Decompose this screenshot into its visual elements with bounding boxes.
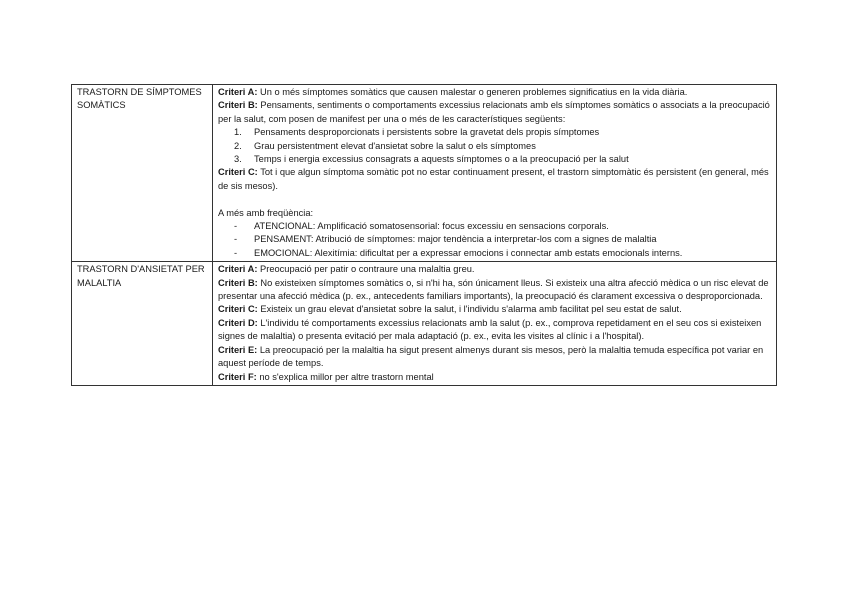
criteria-table (71, 84, 777, 386)
criterion-label: Criteri E: (218, 344, 258, 355)
criterion-b (218, 99, 772, 126)
row-title-cell (72, 85, 213, 262)
list-number: 1. (234, 127, 242, 138)
criterion-label: Criteri B: (218, 100, 258, 111)
list-number: 3. (234, 154, 242, 165)
criterion-text: Un o més símptomes somàtics que causen malestar o generen problemes significatius en la vida diària. (257, 87, 688, 97)
criterion-c (218, 303, 772, 316)
criterion-text: Pensaments, sentiments o comportaments excessius relacionats amb els símptomes somàtics o associats a la preocupació per la salut, com posen de manifest per una o més de les característiques següents: (218, 100, 770, 124)
list-text: Pensaments desproporcionats i persistents sobre la gravetat dels propis símptomes (254, 127, 600, 138)
list-item (234, 233, 772, 246)
criterion-text: Existeix un grau elevat d'ansietat sobre la salut, i l'individu s'alarma amb facilitat pel seu estat de salut. (257, 304, 682, 315)
list-item (234, 153, 772, 166)
list-dash: - (234, 221, 238, 232)
list-text: EMOCIONAL: Alexitímia: dificultat per a expressar emocions i connectar amb estats emocionals interns. (254, 247, 683, 258)
list-item (234, 140, 772, 153)
numbered-list (218, 126, 772, 166)
criteria-cell (213, 85, 777, 262)
criterion-label: Criteri C: (218, 304, 258, 315)
criterion-e (218, 344, 772, 371)
table-row-illness-anxiety (72, 262, 777, 386)
list-item (234, 247, 772, 260)
criterion-label: Criteri A: (218, 87, 258, 97)
list-text: PENSAMENT: Atribució de símptomes: major tendència a interpretar-los com a signes de malaltia (254, 234, 657, 245)
dashed-list (218, 220, 772, 260)
criterion-text: La preocupació per la malaltia ha sigut present almenys durant sis mesos, però la malaltia temuda específica pot variar en aquest període de temps. (218, 344, 764, 369)
frequency-heading: A més amb freqüència: (218, 207, 314, 218)
criterion-text: Tot i que algun símptoma somàtic pot no estar continuament present, el trastorn simptomàtic és persistent (en general, més de sis mesos). (218, 167, 769, 191)
criterion-text: no s'explica millor per altre trastorn mental (256, 371, 434, 382)
list-text: Grau persistentment elevat d'ansietat sobre la salut o els símptomes (254, 140, 536, 151)
criterion-a (218, 86, 772, 99)
criterion-label: Criteri A: (218, 264, 258, 275)
criterion-text: No existeixen símptomes somàtics o, si n'hi ha, són únicament lleus. Si existeix una altra afecció mèdica o un risc elevat de presentar una afecció mèdica (p. ex., antecedents familiars importants), la preocupació és clarament excessiva o desproporcionada. (218, 277, 769, 302)
list-item (234, 220, 772, 233)
criterion-c (218, 166, 772, 193)
criterion-d (218, 317, 772, 344)
list-text: ATENCIONAL: Amplificació somatosensorial: focus excessiu en sensacions corporals. (254, 221, 609, 232)
criterion-label: Criteri C: (218, 167, 258, 178)
list-dash: - (234, 234, 238, 245)
criterion-label: Criteri D: (218, 317, 258, 328)
criterion-label: Criteri F: (218, 371, 257, 382)
table-row-somatic (72, 85, 777, 262)
spacer (218, 193, 772, 206)
criterion-label: Criteri B: (218, 277, 258, 288)
list-number: 2. (234, 140, 242, 151)
list-text: Temps i energia excessius consagrats a aquests símptomes o a la preocupació per la salut (254, 154, 629, 165)
criterion-b (218, 277, 772, 304)
criteria-cell (213, 262, 777, 386)
criterion-f (218, 371, 772, 384)
criterion-text: Preocupació per patir o contraure una malaltia greu. (257, 264, 475, 275)
row-title-cell (72, 262, 213, 386)
row-title: TRASTORN D'ANSIETAT PER MALALTIA (77, 264, 205, 288)
row-title: TRASTORN DE SÍMPTOMES SOMÀTICS (77, 87, 202, 111)
criterion-a (218, 263, 772, 276)
list-dash: - (234, 247, 238, 258)
criterion-text: L'individu té comportaments excessius relacionats amb la salut (p. ex., comprova repetidament en el seu cos si existeixen signes de malaltia) o presenta evitació per mala adaptació (p. ex., evita les visites al clínic i a l'hospital). (218, 317, 762, 342)
list-item (234, 126, 772, 139)
